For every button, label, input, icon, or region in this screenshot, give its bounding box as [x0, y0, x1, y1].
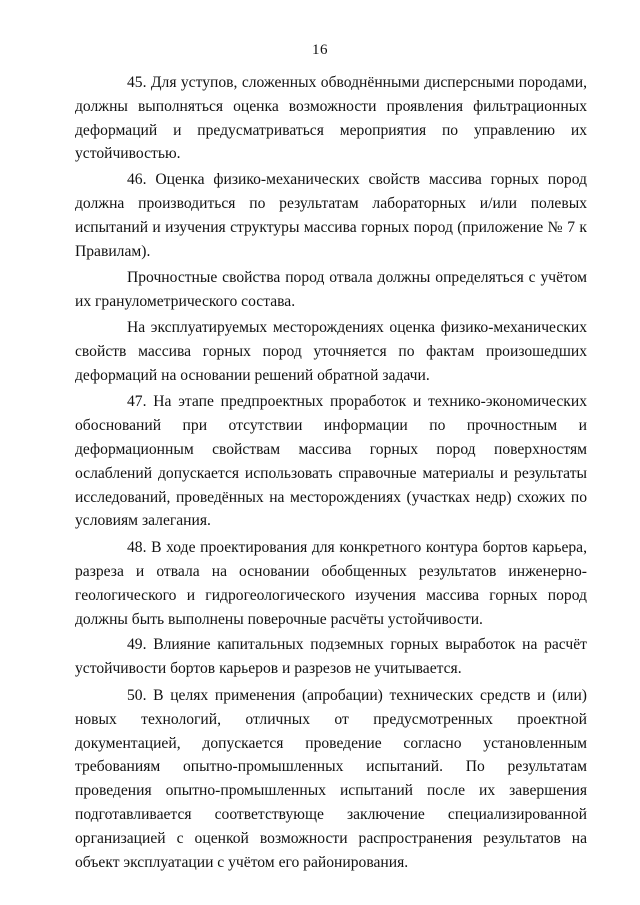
paragraph-49: 49. Влияние капитальных подземных горных выработок на расчёт устойчивости бортов карьеров и разрезов не учитывается.	[75, 636, 587, 678]
paragraph-47: 47. На этапе предпроектных проработок и технико-экономических обоснований при отсутствии информации по прочностным и деформационным свойствам массива горных пород поверхностям ослаблений допускается использовать справочные материалы и результаты исследований, проведённых на месторождениях (участках недр) схожих по условиям залегания.	[75, 393, 587, 530]
paragraph-strength-properties: Прочностные свойства пород отвала должны определяться с учётом их гранулометрического состава.	[75, 269, 587, 311]
page-number: 16	[312, 42, 328, 58]
paragraph-exploited-deposits: На эксплуатируемых месторождениях оценка физико-механических свойств массива горных пород уточняется по фактам произошедших деформаций на основании решений обратной задачи.	[75, 318, 587, 384]
paragraph-46: 46. Оценка физико-механических свойств массива горных пород должна производиться по результатам лабораторных и/или полевых испытаний и изучения структуры массива горных пород (приложение № 7 к Правилам).	[75, 171, 587, 260]
paragraph-50: 50. В целях применения (апробации) технических средств и (или) новых технологий, отличных от предусмотренных проектной документацией, допускается проведение согласно установленным требованиям опытно-промышленных испытаний. По результатам проведения опытно-промышленных испытаний после их завершения подготавливается соответствующе заключение специализированной организацией с оценкой возможности распространения результатов на объект эксплуатации с учётом его районирования.	[75, 686, 587, 871]
paragraph-48: 48. В ходе проектирования для конкретного контура бортов карьера, разреза и отвала на основании обобщенных результатов инженерно-геологического и гидрогеологического изучения массива горных пород должны быть выполнены поверочные расчёты устойчивости.	[75, 539, 587, 628]
paragraph-45: 45. Для уступов, сложенных обводнёнными дисперсными породами, должны выполняться оценка возможности проявления фильтрационных деформаций и предусматриваться мероприятия по управлению их устойчивостью.	[75, 74, 587, 163]
document-body	[75, 71, 587, 874]
